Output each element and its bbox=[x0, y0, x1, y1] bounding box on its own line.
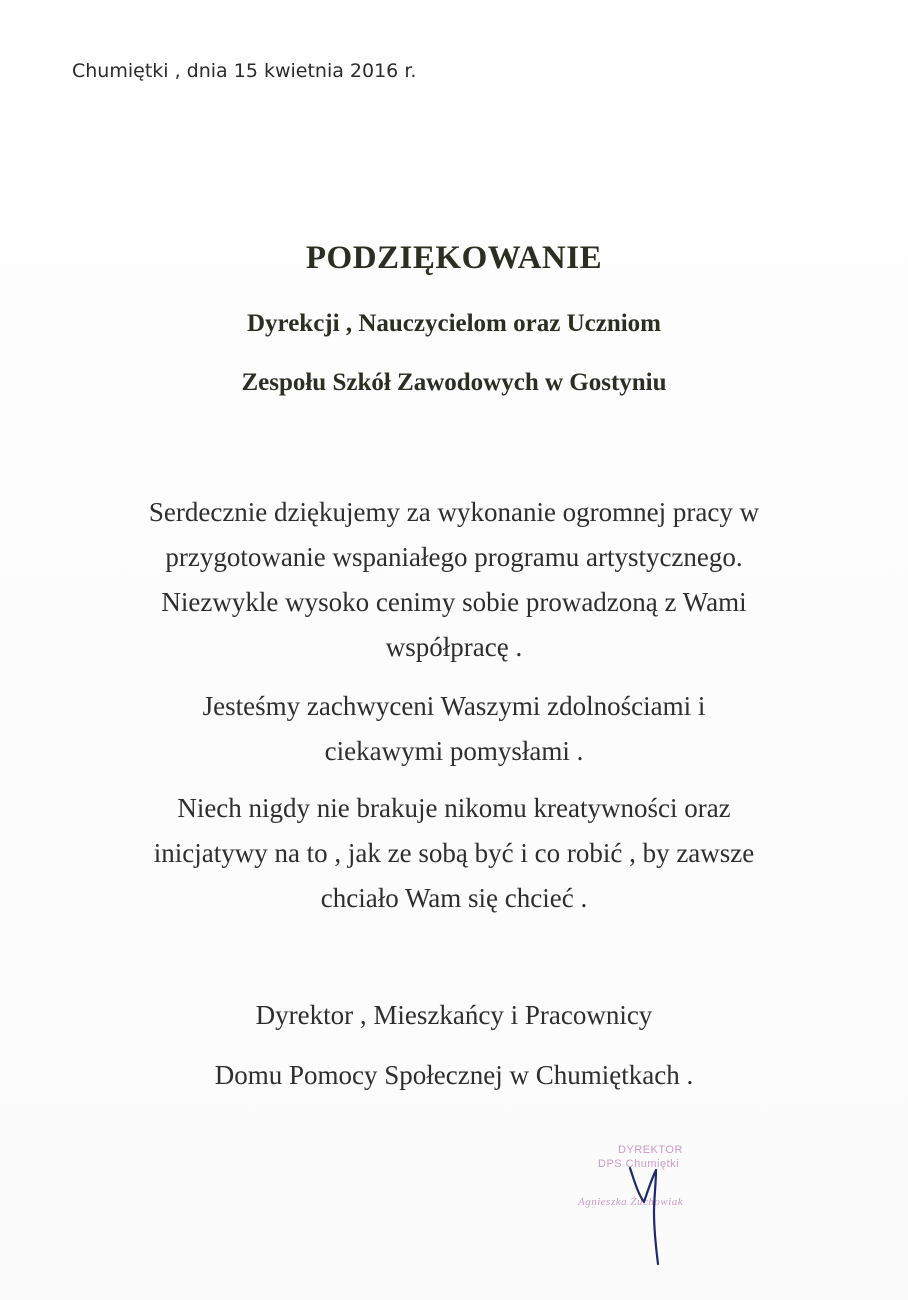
paragraph-line: przygotowanie wspaniałego programu artystycznego. bbox=[165, 542, 743, 572]
paragraph-line: inicjatywy na to , jak ze sobą być i co robić , by zawsze bbox=[153, 838, 755, 868]
paragraph-line: Serdecznie dziękujemy za wykonanie ogromnej pracy w bbox=[148, 497, 760, 527]
paragraph-line: Jesteśmy zachwyceni Waszymi zdolnościami i bbox=[202, 691, 706, 721]
paragraph-line: chciało Wam się chcieć . bbox=[320, 883, 588, 913]
closing-line-1: Dyrektor , Mieszkańcy i Pracownicy bbox=[255, 1000, 653, 1030]
paragraph-wishes bbox=[40, 786, 868, 921]
date-line: Chumiętki , dnia 15 kwietnia 2016 r. bbox=[72, 60, 417, 82]
stamp-name: Agnieszka Żuchowiak bbox=[578, 1196, 684, 1208]
document-title: PODZIĘKOWANIE bbox=[305, 240, 603, 276]
paragraph-admiration bbox=[40, 684, 868, 774]
closing-line-2: Domu Pomocy Społecznej w Chumiętkach . bbox=[214, 1060, 694, 1090]
paragraph-line: Niech nigdy nie brakuje nikomu kreatywności oraz bbox=[177, 793, 731, 823]
handwritten-signature bbox=[600, 1150, 690, 1270]
recipient-line-1: Dyrekcji , Nauczycielom oraz Uczniom bbox=[247, 310, 661, 337]
paragraph-line: ciekawymi pomysłami . bbox=[324, 736, 584, 766]
stamp-title: DYREKTOR bbox=[618, 1144, 683, 1156]
paragraph-line: współpracę . bbox=[385, 632, 523, 662]
paragraph-line: Niezwykle wysoko cenimy sobie prowadzoną z Wami bbox=[161, 587, 747, 617]
paragraph-thanks bbox=[40, 490, 868, 670]
stamp-institution: DPS Chumiętki bbox=[598, 1158, 680, 1170]
recipient-line-2: Zespołu Szkół Zawodowych w Gostyniu bbox=[241, 369, 667, 396]
